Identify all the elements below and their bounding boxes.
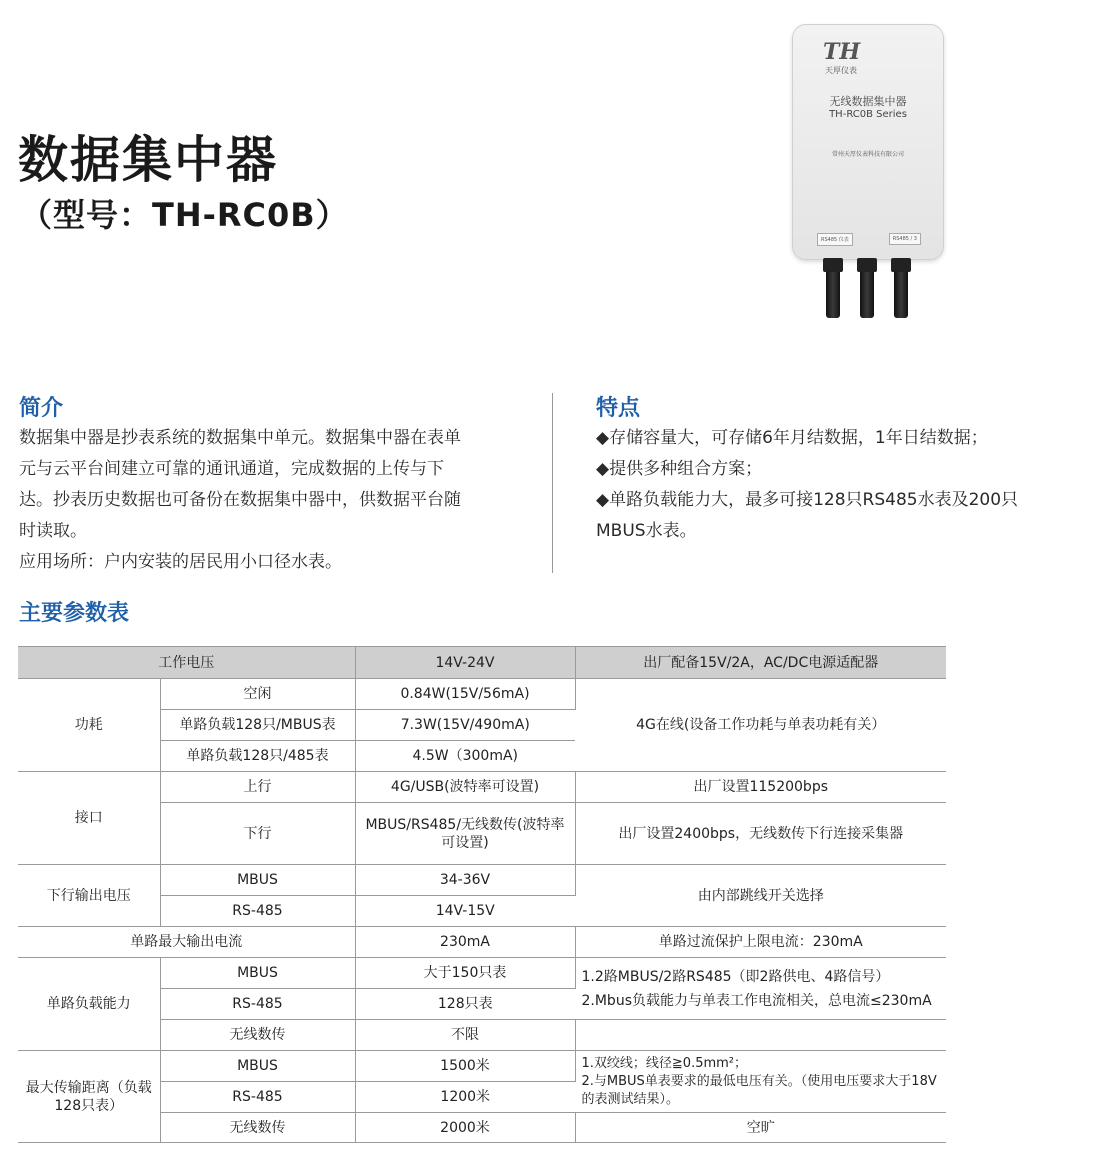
table-cell [575,1020,946,1051]
table-cell: 空旷 [575,1113,946,1143]
load-note-line: 2.Mbus负载能力与单表工作电流相关，总电流≤230mA [581,992,932,1009]
table-cell: 单路负载128只/485表 [160,741,355,772]
cable-connector [826,258,840,318]
table-cell: 功耗 [18,679,160,772]
load-note-line: 1.2路MBUS/2路RS485（即2路供电、4路信号） [581,968,890,985]
table-row [18,772,946,803]
feature-line: MBUS水表。 [596,521,697,541]
features-heading: 特点 [596,396,641,421]
intro-line: 达。抄表历史数据也可备份在数据集中器中，供数据平台随 [19,490,461,510]
cable-connector [860,258,874,318]
table-cell: 接口 [18,772,160,865]
table-cell: 单路过流保护上限电流：230mA [575,927,946,958]
table-cell: 1500米 [355,1051,575,1082]
port-label-left: RS485 仪表 [817,233,853,246]
table-row [18,1051,946,1082]
params-heading: 主要参数表 [19,601,130,626]
table-row [18,865,946,896]
column-divider [552,393,553,573]
model-number: （型号：TH-RC0B） [20,196,349,234]
table-row [18,679,946,710]
table-cell: 230mA [355,927,575,958]
intro-line: 应用场所：户内安装的居民用小口径水表。 [19,552,342,572]
table-cell: MBUS/RS485/无线数传(波特率可设置) [355,803,575,865]
feature-line: ◆提供多种组合方案； [596,459,763,479]
table-cell: 4G/USB(波特率可设置) [355,772,575,803]
product-image [792,24,944,260]
table-cell: 由内部跳线开关选择 [575,865,946,927]
table-cell: 大于150只表 [355,958,575,989]
intro-line: 元与云平台间建立可靠的通讯通道，完成数据的上传与下 [19,459,444,479]
table-cell: 出厂设置115200bps [575,772,946,803]
table-cell: 14V-24V [355,647,575,679]
feature-line: ◆存储容量大，可存储6年月结数据，1年日结数据； [596,428,988,448]
intro-line: 数据集中器是抄表系统的数据集中单元。数据集中器在表单 [19,428,461,448]
table-cell: 128只表 [355,989,575,1020]
brand-logo: TH [823,39,861,65]
table-cell: 不限 [355,1020,575,1051]
table-cell: RS-485 [160,896,355,927]
cable-connector [894,258,908,318]
table-row [18,927,946,958]
table-cell: 出厂配备15V/2A，AC/DC电源适配器 [575,647,946,679]
table-cell: 下行输出电压 [18,865,160,927]
dist-note-line: 1.双绞线；线径≧0.5mm²； [581,1055,748,1071]
table-cell: RS-485 [160,989,355,1020]
table-cell [575,1051,946,1113]
table-cell: MBUS [160,865,355,896]
table-cell: RS-485 [160,1082,355,1113]
table-cell: 出厂设置2400bps，无线数传下行连接采集器 [575,803,946,865]
table-cell [575,958,946,1020]
intro-heading: 简介 [19,396,64,421]
table-cell: 14V-15V [355,896,575,927]
table-cell: 无线数传 [160,1113,355,1143]
table-cell: 无线数传 [160,1020,355,1051]
dist-note-line: 2.与MBUS单表要求的最低电压有关。（使用电压要求大于18V的表测试结果）。 [581,1073,937,1107]
params-table [18,646,946,1143]
table-cell: MBUS [160,958,355,989]
table-cell: 0.84W(15V/56mA) [355,679,575,710]
table-cell: 单路负载能力 [18,958,160,1051]
table-cell: 34-36V [355,865,575,896]
table-cell: 单路最大输出电流 [18,927,355,958]
table-cell: 4G在线(设备工作功耗与单表功耗有关） [575,679,946,772]
features-text [596,423,1096,547]
brand-logo-subtitle: 天厚仪表 [825,66,857,75]
device-label-company: 常州天厚仪表科技有限公司 [831,151,904,158]
table-row [18,647,946,679]
table-cell: 工作电压 [18,647,355,679]
table-cell: 下行 [160,803,355,865]
port-label-right: RS485 / 3 [889,233,921,245]
device-label-series: TH-RC0B Series [829,109,907,120]
table-cell: 最大传输距离（负载128只表） [18,1051,160,1143]
table-cell: MBUS [160,1051,355,1082]
intro-text [19,423,539,578]
table-cell: 7.3W(15V/490mA) [355,710,575,741]
table-cell: 1200米 [355,1082,575,1113]
table-cell: 上行 [160,772,355,803]
table-row [18,958,946,989]
table-cell: 4.5W（300mA) [355,741,575,772]
table-cell: 单路负载128只/MBUS表 [160,710,355,741]
table-cell: 空闲 [160,679,355,710]
feature-line: ◆单路负载能力大，最多可接128只RS485水表及200只 [596,490,1019,510]
page-title: 数据集中器 [18,131,278,189]
table-cell: 2000米 [355,1113,575,1143]
device-label-name: 无线数据集中器 [829,95,907,108]
intro-line: 时读取。 [19,521,87,541]
